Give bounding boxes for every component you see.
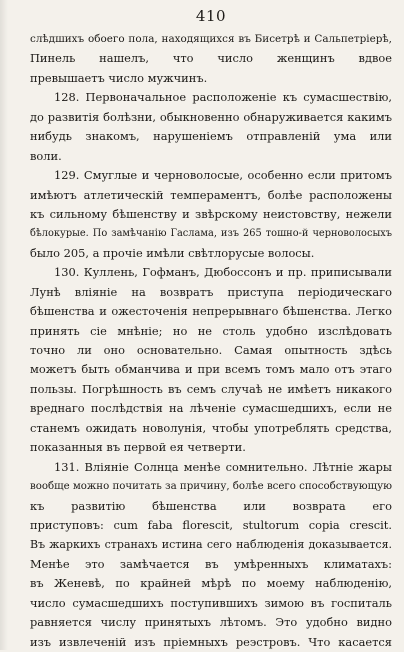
text-line: точно ли оно основательно. Самая опытность здѣсь bbox=[30, 343, 392, 357]
text-line: было 205, а прочіе имѣли свѣтлорусые волосы. bbox=[30, 245, 315, 260]
text-line: воли. bbox=[30, 148, 62, 163]
text-line: Въ жаркихъ странахъ истина сего наблюденія доказывается. bbox=[30, 538, 392, 552]
text-line: 129. Смуглые и черноволосые, особенно если притомъ bbox=[54, 168, 392, 183]
text-line: число сумасшедшихъ поступившихъ зимою въ госпиталь bbox=[30, 595, 392, 610]
text-line: равняется числу принятыхъ лѣтомъ. Это удобно видно bbox=[30, 615, 392, 630]
text-line: 128. Первоначальное расположеніе къ сумасшествію, bbox=[54, 90, 392, 105]
text-line: вреднаго послѣдствія на лѣченіе сумасшедшихъ, если не bbox=[30, 401, 392, 416]
text-line: превышаетъ число мужчинъ. bbox=[30, 70, 208, 85]
text-line: нибудь знакомъ, нарушеніемъ отправленій ума или bbox=[30, 129, 392, 144]
text-line: 131. Вліяніе Солнца менѣе сомнительно. Лѣтніе жары bbox=[54, 459, 392, 474]
text-line: станемъ ожидать новолунія, чтобы употреблять средства, bbox=[30, 420, 392, 435]
text-line: слѣдшихъ обоего пола, находящихся въ Бисетрѣ и Сальпетріерѣ, bbox=[30, 33, 392, 45]
page-gutter-shadow bbox=[0, 0, 8, 650]
text-line: Лунѣ вліяніе на возвратъ приступа періодическаго bbox=[30, 284, 392, 299]
text-line: принять сіе мнѣніе; но не столь удобно изслѣдовать bbox=[30, 323, 392, 338]
text-line: бѣлокурые. По замѣчанію Гаслама, изъ 265 тошно-й черноволосыхъ bbox=[30, 228, 392, 240]
page-number: 410 bbox=[195, 7, 227, 25]
text-line: къ развитію бѣшенства или возврата его bbox=[30, 498, 392, 513]
text-line: Пинель нашелъ, что число женщинъ вдвое bbox=[30, 51, 392, 66]
text-line: изъ извлеченій изъ пріемныхъ реэстровъ. Что касается bbox=[30, 634, 392, 649]
text-line: 130. Куллень, Гофманъ, Дюбоссонъ и пр. приписывали bbox=[54, 265, 392, 280]
text-line: имѣютъ атлетическій темпераментъ, болѣе расположены bbox=[30, 187, 392, 202]
text-line: показанныя въ первой ея четверти. bbox=[30, 440, 246, 455]
text-line: въ Женевѣ, по крайней мѣрѣ по моему наблюденію, bbox=[30, 576, 392, 591]
text-line: пользы. Погрѣшность въ семъ случаѣ не имѣетъ никакого bbox=[30, 381, 392, 396]
text-line: Менѣе это замѣчается въ умѣренныхъ климатахъ: bbox=[30, 556, 392, 571]
text-line: можетъ быть обманчива и при всемъ томъ мало отъ этаго bbox=[30, 362, 392, 377]
text-line: бѣшенства и ожесточенія непрерывнаго бѣшенства. Легко bbox=[30, 304, 392, 319]
text-line: до развитія болѣзни, обыкновенно обнаруживается какимъ bbox=[30, 109, 392, 124]
text-line: приступовъ: cum faba florescit, stultorum copia crescit. bbox=[30, 517, 392, 532]
text-line: къ сильному бѣшенству и звѣрскому неистовству, нежели bbox=[30, 206, 392, 221]
text-line: вообще можно почитать за причину, болѣе всего способствующую bbox=[30, 481, 392, 493]
